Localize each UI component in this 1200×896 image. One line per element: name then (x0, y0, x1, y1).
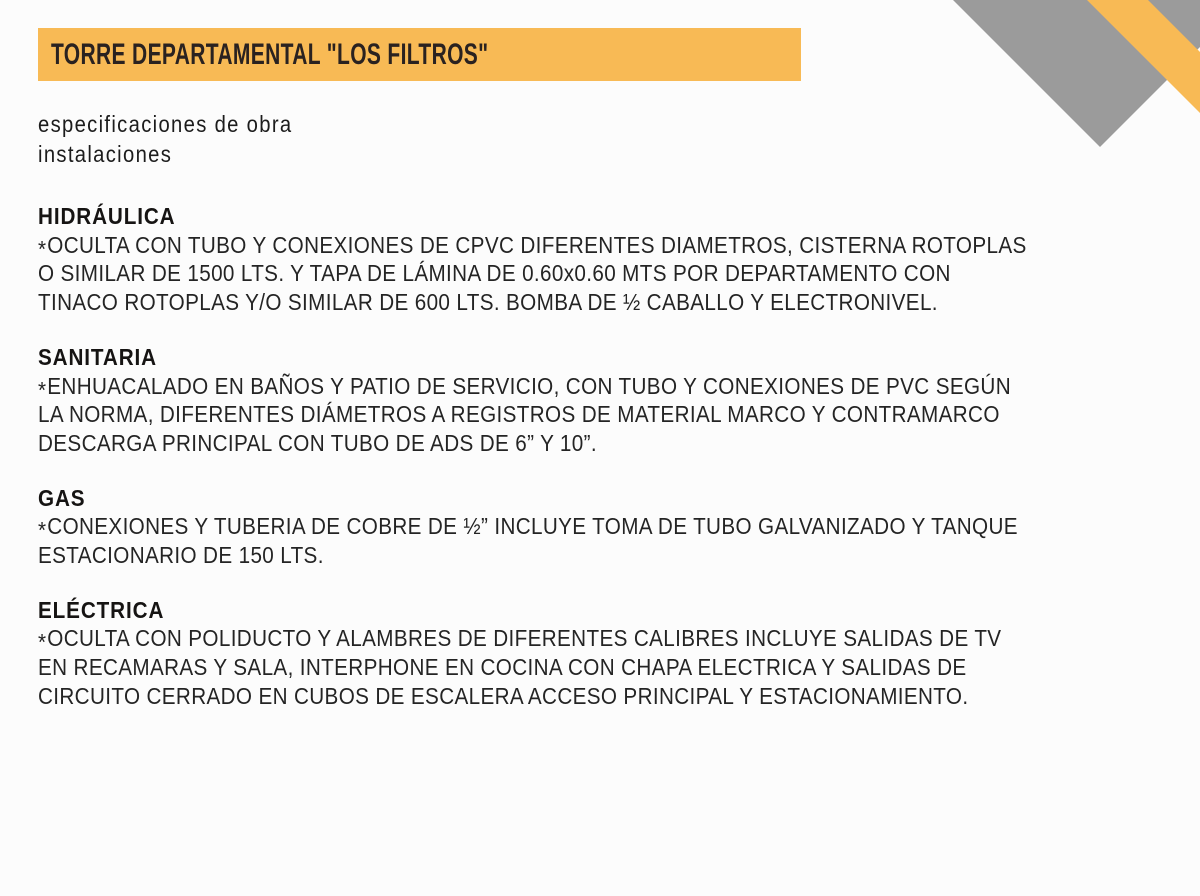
spec-section (38, 596, 1200, 711)
paragraph-line: ESTACIONARIO DE 150 LTS. (38, 542, 324, 569)
paragraph-line: O SIMILAR DE 1500 LTS. Y TAPA DE LÁMINA DE 0.60x0.60 MTS POR DEPARTAMENTO CON (38, 260, 951, 287)
section-paragraph (38, 372, 1200, 458)
section-heading: GAS (38, 484, 86, 511)
content-column (38, 109, 1200, 711)
section-heading: HIDRÁULICA (38, 203, 176, 229)
intro-line-1: especificaciones de obra (38, 111, 293, 137)
spec-section (38, 484, 1200, 570)
spec-section (38, 343, 1200, 458)
section-paragraph (38, 512, 1200, 569)
paragraph-line: *ENHUACALADO EN BAÑOS Y PATIO DE SERVICIO, CON TUBO Y CONEXIONES DE PVC SEGÚN (38, 372, 1012, 403)
asterisk-bullet: * (38, 629, 47, 656)
title-bar (38, 28, 801, 81)
section-paragraph (38, 624, 1200, 710)
paragraph-line: *OCULTA CON POLIDUCTO Y ALAMBRES DE DIFERENTES CALIBRES INCLUYE SALIDAS DE TV (38, 625, 1002, 656)
paragraph-line: LA NORMA, DIFERENTES DIÁMETROS A REGISTROS DE MATERIAL MARCO Y CONTRAMARCO (38, 401, 1000, 428)
intro-line-2: instalaciones (38, 141, 173, 167)
asterisk-bullet: * (38, 376, 47, 403)
paragraph-line: EN RECAMARAS Y SALA, INTERPHONE EN COCINA CON CHAPA ELECTRICA Y SALIDAS DE (38, 654, 967, 681)
section-paragraph (38, 231, 1200, 317)
asterisk-bullet: * (38, 235, 47, 262)
section-heading: ELÉCTRICA (38, 596, 165, 623)
sections (38, 202, 1200, 711)
paragraph-line: *CONEXIONES Y TUBERIA DE COBRE DE ½” INCLUYE TOMA DE TUBO GALVANIZADO Y TANQUE (38, 513, 1018, 544)
spec-section (38, 202, 1200, 317)
paragraph-line: CIRCUITO CERRADO EN CUBOS DE ESCALERA ACCESO PRINCIPAL Y ESTACIONAMIENTO. (38, 682, 969, 709)
asterisk-bullet: * (38, 517, 47, 544)
paragraph-line: *OCULTA CON TUBO Y CONEXIONES DE CPVC DIFERENTES DIAMETROS, CISTERNA ROTOPLAS (38, 231, 1027, 262)
intro-text (38, 109, 1200, 169)
paragraph-line: DESCARGA PRINCIPAL CON TUBO DE ADS DE 6” Y 10”. (38, 429, 597, 456)
page-title: TORRE DEPARTAMENTAL "LOS FILTROS" (51, 38, 489, 71)
paragraph-line: TINACO ROTOPLAS Y/O SIMILAR DE 600 LTS. BOMBA DE ½ CABALLO Y ELECTRONIVEL. (38, 289, 938, 316)
section-heading: SANITARIA (38, 343, 157, 370)
